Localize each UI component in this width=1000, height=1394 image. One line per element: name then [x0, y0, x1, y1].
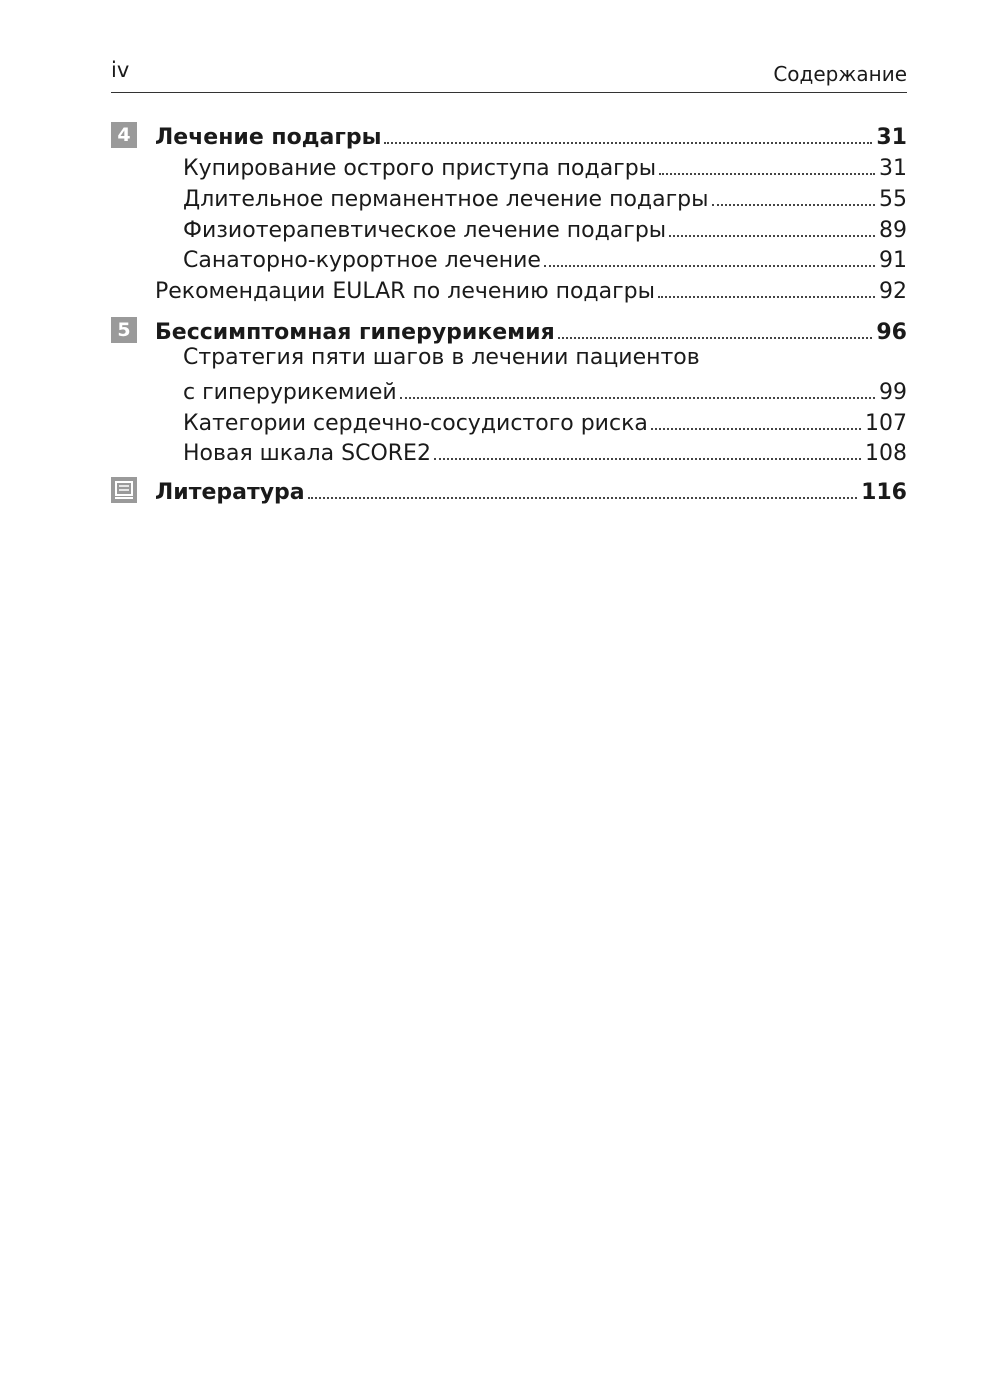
- toc-chapter-entry[interactable]: [155, 475, 907, 505]
- toc-section-entry[interactable]: [155, 274, 907, 304]
- toc-section-entry[interactable]: [183, 406, 907, 436]
- toc-section-entry[interactable]: [183, 213, 907, 243]
- dot-leader: [434, 458, 861, 460]
- page-ref: 116: [861, 480, 907, 505]
- chapter-number-badge: 5: [111, 317, 137, 343]
- page-ref: 99: [879, 380, 907, 405]
- page-ref: 31: [876, 125, 907, 150]
- page-ref: 55: [879, 187, 907, 212]
- dot-leader: [651, 428, 861, 430]
- section-title: Купирование острого приступа подагры: [183, 156, 657, 181]
- section-title: Рекомендации EULAR по лечению подагры: [155, 279, 656, 304]
- page-ref: 107: [865, 411, 907, 436]
- section-title-line[interactable]: Стратегия пяти шагов в лечении пациентов: [183, 345, 700, 370]
- dot-leader: [558, 337, 873, 339]
- dot-leader: [712, 204, 875, 206]
- page-number: iv: [111, 58, 130, 82]
- toc-section-entry[interactable]: [183, 243, 907, 273]
- running-title: Содержание: [773, 62, 907, 86]
- dot-leader: [658, 296, 875, 298]
- page-header: [111, 52, 907, 93]
- toc-section-entry[interactable]: [183, 151, 907, 181]
- dot-leader: [669, 235, 875, 237]
- chapter-title: Лечение подагры: [155, 125, 382, 150]
- page-ref: 91: [879, 248, 907, 273]
- dot-leader: [384, 142, 872, 144]
- section-title: Категории сердечно-сосудистого риска: [183, 411, 648, 436]
- page-ref: 108: [865, 441, 907, 466]
- page-ref: 89: [879, 218, 907, 243]
- chapter-title: Бессимптомная гиперурикемия: [155, 320, 555, 345]
- dot-leader: [659, 173, 875, 175]
- dot-leader: [400, 397, 875, 399]
- toc-chapter-entry[interactable]: [155, 120, 907, 150]
- section-title: Физиотерапевтическое лечение подагры: [183, 218, 667, 243]
- dot-leader: [544, 265, 875, 267]
- toc-section-entry[interactable]: [183, 436, 907, 466]
- section-title: с гиперурикемией: [183, 380, 397, 405]
- toc-section-entry[interactable]: [183, 375, 907, 405]
- section-title: Санаторно-курортное лечение: [183, 248, 541, 273]
- section-title: Длительное перманентное лечение подагры: [183, 187, 709, 212]
- page-ref: 96: [876, 320, 907, 345]
- toc-section-entry[interactable]: [183, 182, 907, 212]
- chapter-number-badge: 4: [111, 122, 137, 148]
- section-title: Новая шкала SCORE2: [183, 441, 431, 466]
- chapter-title: Литература: [155, 480, 305, 505]
- book-icon: [111, 477, 137, 503]
- dot-leader: [308, 497, 857, 499]
- page-ref: 31: [879, 156, 907, 181]
- toc-chapter-entry[interactable]: [155, 315, 907, 345]
- page-ref: 92: [879, 279, 907, 304]
